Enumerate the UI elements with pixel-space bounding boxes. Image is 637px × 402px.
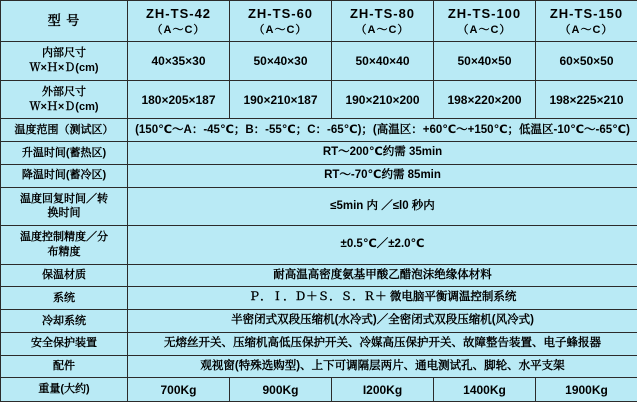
- row-label: [1, 187, 128, 225]
- cell-value: 190×210×200: [332, 80, 434, 118]
- row-label-line2: 换时间: [47, 207, 81, 220]
- table-row-safety-devices: [1, 332, 637, 355]
- row-label-line1: 温度范围（测试区）: [14, 123, 114, 136]
- row-label-line1: 系统: [53, 291, 75, 304]
- cell-value: I200Kg: [332, 378, 434, 402]
- row-label: [1, 80, 128, 118]
- row-label-line1: 配件: [53, 360, 75, 373]
- cell-value: 40×35×30: [128, 42, 230, 80]
- table-row-internal-dimensions: [1, 42, 637, 80]
- model-suffix: （A～C）: [559, 23, 614, 36]
- model-column-2: [230, 1, 332, 42]
- table-row-heating-time: [1, 142, 637, 165]
- cell-value-spanned: 半密闭式双段压缩机(水冷式)／全密闭式双段压缩机(风冷式): [128, 310, 637, 333]
- model-name: ZH-TS-60: [247, 6, 314, 22]
- table-row-insulation-material: [1, 264, 637, 287]
- cell-value: 180×205×187: [128, 80, 230, 118]
- row-label: [1, 355, 128, 378]
- row-label-line1: 温度回复时间／转: [20, 192, 108, 205]
- cell-value: 60×50×50: [536, 42, 637, 80]
- row-label-line1: 温度控制精度／分: [20, 231, 108, 244]
- model-column-4: [434, 1, 536, 42]
- row-label-line1: 安全保护装置: [31, 337, 97, 350]
- cell-value-spanned: 耐高温高密度氨基甲酸乙醋泡沫绝缘体材料: [128, 264, 637, 287]
- cell-value: 50×40×40: [332, 42, 434, 80]
- cell-value-spanned: RT～-70℃约需 85min: [128, 164, 637, 187]
- row-label-line1: 升温时间(蓄热区): [21, 146, 107, 159]
- row-label: [1, 264, 128, 287]
- model-name: ZH-TS-150: [549, 6, 624, 22]
- cell-value: 50×40×50: [434, 42, 536, 80]
- table-row-cooling-time: [1, 164, 637, 187]
- cell-value-spanned: ±0.5℃／±2.0℃: [128, 226, 637, 264]
- cell-value-spanned: 观视窗(特殊选购型)、上下可调隔层两片、通电测试孔、脚轮、水平支架: [128, 355, 637, 378]
- table-row-cooling-system: [1, 310, 637, 333]
- cell-value: 700Kg: [128, 378, 230, 402]
- table-row-weight: [1, 378, 637, 402]
- model-name: ZH-TS-42: [145, 6, 212, 22]
- row-label: [1, 142, 128, 165]
- cell-value: 198×220×200: [434, 80, 536, 118]
- cell-value-spanned: (150℃～A：-45℃；B：-55℃；C：-65℃)；(高温区：+60℃～+150℃；低温区-10℃～-65℃): [128, 119, 637, 142]
- model-name: ZH-TS-100: [447, 6, 522, 22]
- cell-value-spanned: Ｐ．Ｉ．Ｄ＋Ｓ．Ｓ．Ｒ＋ 微电脑平衡调温控制系统: [128, 287, 637, 310]
- row-label-line2: Ｗ×Ｈ×Ｄ(cm): [29, 100, 99, 113]
- cell-value: 1400Kg: [434, 378, 536, 402]
- row-label: [1, 226, 128, 264]
- cell-value-spanned: ≤5min 内 ／≤l0 秒内: [128, 187, 637, 225]
- table-row-recovery-time: [1, 187, 637, 225]
- row-label: [1, 378, 128, 402]
- cell-value-spanned: RT～200℃约需 35min: [128, 142, 637, 165]
- table-row-external-dimensions: [1, 80, 637, 118]
- row-label: [1, 287, 128, 310]
- row-label: [1, 310, 128, 333]
- cell-value: 1900Kg: [536, 378, 637, 402]
- model-column-1: [128, 1, 230, 42]
- row-label-line2: Ｗ×Ｈ×Ｄ(cm): [29, 62, 99, 75]
- header-row-label: 型 号: [1, 1, 128, 42]
- row-label-line1: 保温材质: [42, 269, 86, 282]
- model-name: ZH-TS-80: [349, 6, 416, 22]
- model-column-5: [536, 1, 637, 42]
- model-suffix: （A～C）: [355, 23, 410, 36]
- cell-value: 50×40×30: [230, 42, 332, 80]
- row-label: [1, 42, 128, 80]
- table-header-row: [1, 1, 637, 42]
- table-row-accessories: [1, 355, 637, 378]
- table-row-system: [1, 287, 637, 310]
- row-label-line2: 布精度: [47, 245, 81, 258]
- cell-value: 900Kg: [230, 378, 332, 402]
- cell-value: 190×210×187: [230, 80, 332, 118]
- table-row-temperature-range: [1, 119, 637, 142]
- model-suffix: （A～C）: [253, 23, 308, 36]
- row-label: [1, 119, 128, 142]
- model-suffix: （A～C）: [151, 23, 206, 36]
- row-label-line1: 外部尺寸: [42, 85, 86, 98]
- model-suffix: （A～C）: [457, 23, 512, 36]
- row-label-line1: 降温时间(蓄冷区): [21, 169, 107, 182]
- cell-value-spanned: 无熔丝开关、压缩机高低压保护开关、冷媒高压保护开关、故障整告装置、电子蜂报器: [128, 332, 637, 355]
- model-column-3: [332, 1, 434, 42]
- row-label-line1: 内部尺寸: [42, 47, 86, 60]
- row-label: [1, 332, 128, 355]
- table-row-control-accuracy: [1, 226, 637, 264]
- cell-value: 198×225×210: [536, 80, 637, 118]
- row-label-line1: 重量(大约): [38, 383, 90, 396]
- row-label: [1, 164, 128, 187]
- row-label-line1: 冷却系统: [42, 314, 86, 327]
